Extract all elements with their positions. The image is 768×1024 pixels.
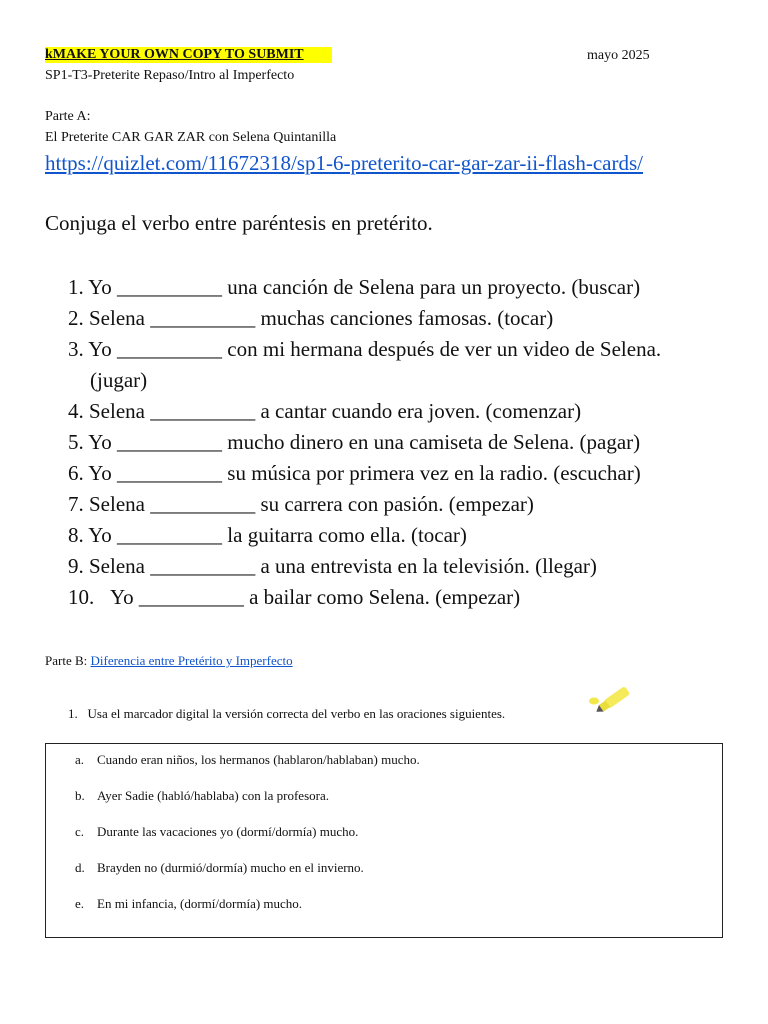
option-item: c. Durante las vacaciones yo (dormí/dormía) mucho. [75, 824, 359, 839]
option-item: b. Ayer Sadie (habló/hablaba) con la profesora. [75, 788, 329, 803]
list-item: 3. Yo __________ con mi hermana después de ver un video de Selena. [68, 337, 662, 361]
highlighter-icon [586, 680, 636, 716]
list-item: 6. Yo __________ su música por primera vez en la radio. (escuchar) [68, 461, 641, 485]
list-item: 8. Yo __________ la guitarra como ella. (tocar) [68, 523, 467, 547]
parte-a-title: El Preterite CAR GAR ZAR con Selena Quintanilla [45, 130, 337, 145]
quizlet-link[interactable]: https://quizlet.com/11672318/sp1-6-preterito-car-gar-zar-ii-flash-cards/ [45, 151, 643, 175]
parte-b-link[interactable]: Diferencia entre Pretérito y Imperfecto [90, 653, 293, 668]
course-title: SP1-T3-Preterite Repaso/Intro al Imperfecto [45, 68, 295, 83]
list-item: 1. Yo __________ una canción de Selena para un proyecto. (buscar) [68, 275, 641, 299]
parte-b-label: Parte B: [45, 653, 91, 668]
date-label: mayo 2025 [587, 48, 650, 63]
list-item: 10. Yo __________ a bailar como Selena. (empezar) [68, 585, 521, 609]
list-item: 9. Selena __________ a una entrevista en la televisión. (llegar) [68, 554, 597, 578]
option-item: a. Cuando eran niños, los hermanos (hablaron/hablaban) mucho. [75, 752, 420, 767]
list-item: 5. Yo __________ mucho dinero en una camiseta de Selena. (pagar) [68, 430, 641, 454]
option-item: e. En mi infancia, (dormí/dormía) mucho. [75, 896, 303, 911]
parte-a-label: Parte A: [45, 109, 91, 124]
list-item: 7. Selena __________ su carrera con pasión. (empezar) [68, 492, 534, 516]
list-item-continuation: (jugar) [90, 368, 148, 392]
list-item: 2. Selena __________ muchas canciones famosas. (tocar) [68, 306, 554, 330]
parte-b-heading [45, 653, 293, 669]
option-item: d. Brayden no (durmió/dormía) mucho en el invierno. [75, 860, 364, 875]
list-item: 4. Selena __________ a cantar cuando era joven. (comenzar) [68, 399, 582, 423]
conjugation-list [68, 272, 661, 613]
parte-a-instruction: Conjuga el verbo entre paréntesis en pretérito. [45, 211, 433, 235]
make-copy-banner: kMAKE YOUR OWN COPY TO SUBMIT [45, 47, 332, 63]
options-list [75, 752, 420, 932]
parte-b-instruction: 1. Usa el marcador digital la versión correcta del verbo en las oraciones siguientes. [68, 706, 506, 721]
